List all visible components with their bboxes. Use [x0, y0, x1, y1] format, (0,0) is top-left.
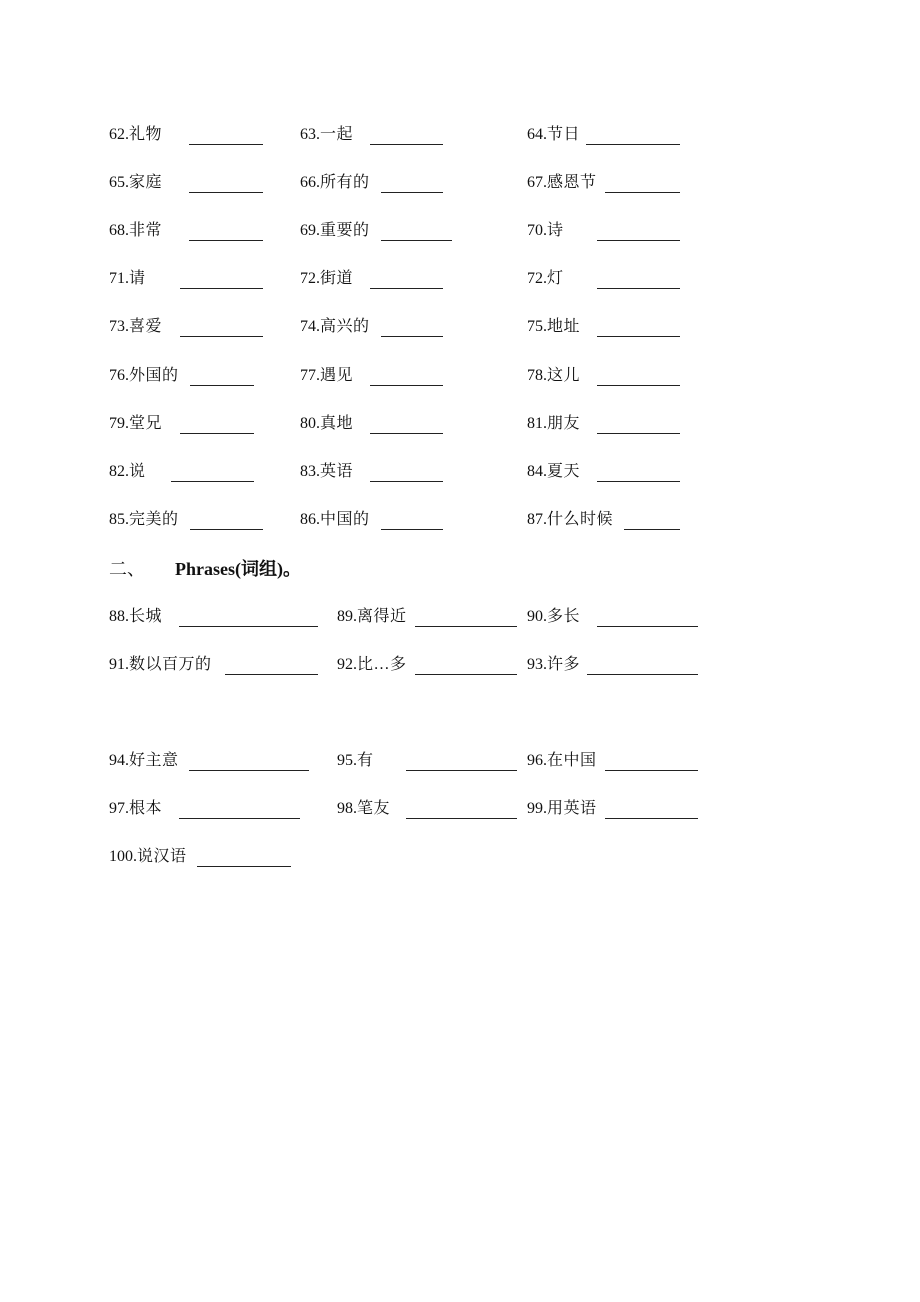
item-number: 82. [109, 463, 129, 480]
item-number: 89. [337, 608, 357, 625]
vocab-item [109, 170, 162, 192]
answer-blank[interactable] [406, 770, 517, 771]
phrase-item [109, 796, 162, 818]
item-term: 说 [129, 463, 146, 480]
vocab-item [527, 170, 597, 192]
item-term: 笔友 [357, 800, 391, 817]
vocab-item [527, 507, 613, 529]
item-number: 71. [109, 270, 129, 287]
answer-blank[interactable] [597, 336, 680, 337]
answer-blank[interactable] [597, 385, 680, 386]
item-term: 所有的 [320, 174, 370, 191]
vocab-item [527, 266, 564, 288]
vocab-item [300, 459, 353, 481]
answer-blank[interactable] [597, 288, 680, 289]
item-number: 86. [300, 511, 320, 528]
answer-blank[interactable] [597, 626, 698, 627]
item-term: 重要的 [320, 222, 370, 239]
item-term: 英语 [320, 463, 354, 480]
item-term: 家庭 [129, 174, 163, 191]
item-term: 许多 [547, 656, 581, 673]
answer-blank[interactable] [415, 674, 517, 675]
answer-blank[interactable] [180, 433, 254, 434]
answer-blank[interactable] [605, 192, 680, 193]
item-term: 礼物 [129, 126, 163, 143]
item-term: 高兴的 [320, 318, 370, 335]
item-number: 78. [527, 367, 547, 384]
vocab-item [527, 411, 580, 433]
answer-blank[interactable] [605, 818, 698, 819]
item-term: 真地 [320, 415, 354, 432]
item-number: 67. [527, 174, 547, 191]
item-term: 朋友 [547, 415, 581, 432]
item-term: 一起 [320, 126, 354, 143]
item-term: 遇见 [320, 367, 354, 384]
answer-blank[interactable] [624, 529, 680, 530]
answer-blank[interactable] [415, 626, 517, 627]
phrase-item [109, 652, 212, 674]
answer-blank[interactable] [189, 144, 263, 145]
item-number: 83. [300, 463, 320, 480]
item-number: 79. [109, 415, 129, 432]
item-number: 87. [527, 511, 547, 528]
item-number: 66. [300, 174, 320, 191]
phrase-item [109, 604, 162, 626]
item-number: 98. [337, 800, 357, 817]
item-number: 72. [300, 270, 320, 287]
item-number: 92. [337, 656, 357, 673]
vocab-item [527, 218, 564, 240]
vocab-item [109, 459, 146, 481]
section-title: Phrases(词组)。 [175, 559, 301, 579]
vocab-item [527, 363, 580, 385]
item-term: 在中国 [547, 752, 597, 769]
answer-blank[interactable] [370, 385, 443, 386]
item-number: 70. [527, 222, 547, 239]
vocab-item [109, 314, 162, 336]
item-term: 这儿 [547, 367, 581, 384]
vocab-item [109, 266, 146, 288]
item-term: 离得近 [357, 608, 407, 625]
answer-blank[interactable] [171, 481, 254, 482]
answer-blank[interactable] [597, 481, 680, 482]
phrase-item [337, 652, 407, 674]
item-number: 73. [109, 318, 129, 335]
answer-blank[interactable] [179, 626, 318, 627]
item-term: 节日 [547, 126, 581, 143]
answer-blank[interactable] [190, 529, 263, 530]
item-term: 喜爱 [129, 318, 163, 335]
answer-blank[interactable] [406, 818, 517, 819]
item-number: 77. [300, 367, 320, 384]
item-term: 比…多 [357, 656, 407, 673]
phrase-item [527, 652, 580, 674]
item-term: 什么时候 [547, 511, 614, 528]
vocab-item [300, 170, 370, 192]
answer-blank[interactable] [189, 240, 263, 241]
section-marker: 二、 [109, 559, 145, 579]
answer-blank[interactable] [225, 674, 318, 675]
item-term: 请 [129, 270, 146, 287]
item-number: 69. [300, 222, 320, 239]
answer-blank[interactable] [180, 336, 263, 337]
answer-blank[interactable] [381, 192, 443, 193]
answer-blank[interactable] [370, 481, 443, 482]
answer-blank[interactable] [189, 770, 309, 771]
item-number: 72. [527, 270, 547, 287]
phrase-item [527, 796, 597, 818]
item-term: 完美的 [129, 511, 179, 528]
phrase-item [527, 604, 580, 626]
answer-blank[interactable] [597, 433, 680, 434]
vocab-item [527, 459, 580, 481]
item-number: 94. [109, 752, 129, 769]
item-term: 外国的 [129, 367, 179, 384]
item-term: 长城 [129, 608, 163, 625]
answer-blank[interactable] [381, 240, 452, 241]
vocab-item [300, 507, 370, 529]
answer-blank[interactable] [605, 770, 698, 771]
answer-blank[interactable] [370, 288, 443, 289]
vocab-item [109, 363, 179, 385]
item-number: 62. [109, 126, 129, 143]
item-term: 有 [357, 752, 374, 769]
item-term: 街道 [320, 270, 354, 287]
item-number: 85. [109, 511, 129, 528]
answer-blank[interactable] [370, 433, 443, 434]
vocab-item [527, 314, 580, 336]
vocab-item [109, 507, 179, 529]
item-term: 说汉语 [137, 848, 187, 865]
item-number: 63. [300, 126, 320, 143]
item-number: 68. [109, 222, 129, 239]
item-term: 地址 [547, 318, 581, 335]
vocab-item [300, 411, 353, 433]
item-term: 根本 [129, 800, 163, 817]
item-number: 75. [527, 318, 547, 335]
vocab-item [300, 218, 370, 240]
item-number: 64. [527, 126, 547, 143]
answer-blank[interactable] [381, 529, 443, 530]
item-number: 80. [300, 415, 320, 432]
phrase-item [337, 796, 390, 818]
phrase-item [109, 748, 179, 770]
item-number: 100. [109, 848, 137, 865]
vocab-item [109, 122, 162, 144]
answer-blank[interactable] [197, 866, 291, 867]
item-term: 堂兄 [129, 415, 163, 432]
answer-blank[interactable] [179, 818, 300, 819]
item-number: 90. [527, 608, 547, 625]
vocab-item [300, 314, 370, 336]
item-number: 84. [527, 463, 547, 480]
item-number: 96. [527, 752, 547, 769]
item-term: 数以百万的 [129, 656, 212, 673]
item-term: 诗 [547, 222, 564, 239]
item-number: 91. [109, 656, 129, 673]
answer-blank[interactable] [597, 240, 680, 241]
section-heading-phrases [109, 558, 301, 580]
phrase-item [109, 844, 187, 866]
item-number: 95. [337, 752, 357, 769]
item-term: 多长 [547, 608, 581, 625]
phrase-item [337, 748, 374, 770]
item-term: 感恩节 [547, 174, 597, 191]
phrase-item [527, 748, 597, 770]
item-term: 中国的 [320, 511, 370, 528]
vocab-item [300, 363, 353, 385]
answer-blank[interactable] [370, 144, 443, 145]
answer-blank[interactable] [587, 674, 698, 675]
item-number: 93. [527, 656, 547, 673]
item-term: 非常 [129, 222, 163, 239]
answer-blank[interactable] [190, 385, 254, 386]
phrase-item [337, 604, 407, 626]
item-number: 76. [109, 367, 129, 384]
vocab-item [109, 411, 162, 433]
answer-blank[interactable] [180, 288, 263, 289]
item-term: 好主意 [129, 752, 179, 769]
item-number: 88. [109, 608, 129, 625]
item-term: 灯 [547, 270, 564, 287]
answer-blank[interactable] [381, 336, 443, 337]
item-term: 用英语 [547, 800, 597, 817]
item-number: 81. [527, 415, 547, 432]
answer-blank[interactable] [586, 144, 680, 145]
vocab-item [300, 122, 353, 144]
item-number: 99. [527, 800, 547, 817]
item-number: 97. [109, 800, 129, 817]
item-number: 65. [109, 174, 129, 191]
vocab-item [300, 266, 353, 288]
vocab-item [527, 122, 580, 144]
answer-blank[interactable] [189, 192, 263, 193]
item-term: 夏天 [547, 463, 581, 480]
vocab-item [109, 218, 162, 240]
item-number: 74. [300, 318, 320, 335]
